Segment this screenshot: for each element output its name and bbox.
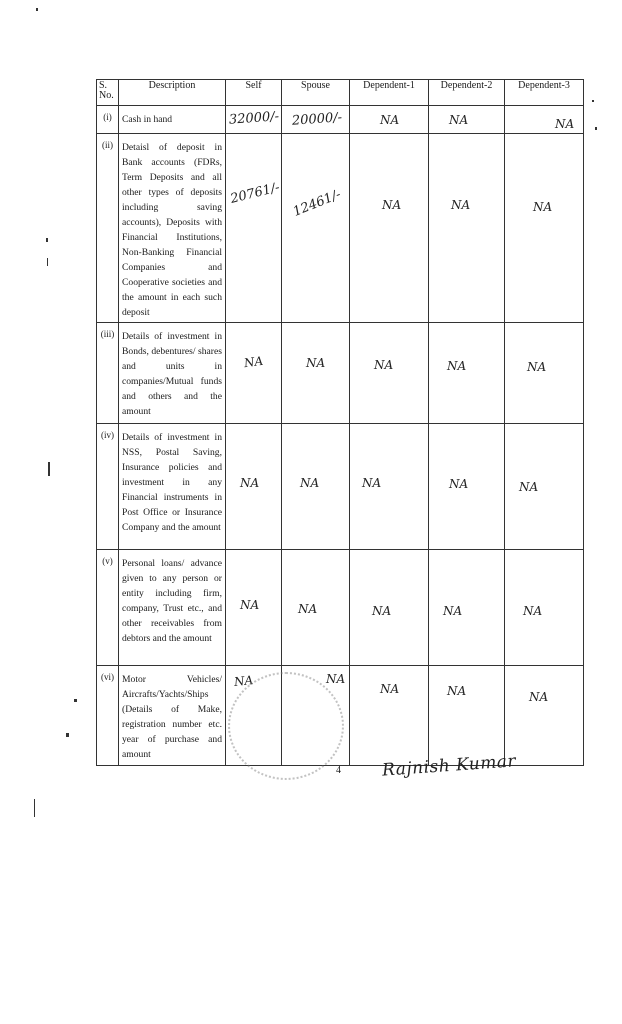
table-row bbox=[97, 550, 584, 666]
scan-speck bbox=[66, 733, 69, 737]
cell-dependent-1 bbox=[350, 134, 429, 323]
row-sno: (ii) bbox=[97, 134, 119, 323]
handwritten-value: NA bbox=[362, 476, 382, 490]
row-description: Motor Vehicles/ Aircrafts/Yachts/Ships (Details of Make, registration number etc. year of purchase and amount bbox=[119, 666, 226, 766]
cell-dependent-2 bbox=[429, 550, 505, 666]
scan-speck bbox=[34, 799, 35, 817]
handwritten-value: NA bbox=[300, 476, 320, 490]
cell-dependent-3 bbox=[505, 550, 584, 666]
cell-self bbox=[226, 424, 282, 550]
row-description: Details of investment in NSS, Postal Saving, Insurance policies and investment in any Financial instruments in Post Office or Insurance Company and the amount bbox=[119, 424, 226, 550]
handwritten-value: NA bbox=[519, 480, 539, 494]
cell-spouse bbox=[282, 323, 350, 424]
handwritten-value: NA bbox=[240, 598, 260, 612]
header-sno: S. No. bbox=[97, 80, 119, 106]
row-description: Details of investment in Bonds, debentures/ shares and units in companies/Mutual funds and others and the amount bbox=[119, 323, 226, 424]
handwritten-value: 20000/- bbox=[291, 110, 343, 129]
handwritten-value: NA bbox=[523, 604, 543, 618]
handwritten-value: NA bbox=[449, 477, 469, 491]
row-sno: (vi) bbox=[97, 666, 119, 766]
cell-self bbox=[226, 106, 282, 134]
handwritten-value: 32000/- bbox=[228, 109, 280, 128]
row-sno: (iv) bbox=[97, 424, 119, 550]
row-description: Cash in hand bbox=[119, 106, 226, 134]
cell-dependent-3 bbox=[505, 134, 584, 323]
cell-spouse bbox=[282, 424, 350, 550]
handwritten-value: NA bbox=[382, 198, 402, 212]
faded-stamp bbox=[228, 672, 344, 780]
scan-speck bbox=[595, 127, 597, 130]
handwritten-value: NA bbox=[447, 684, 467, 698]
cell-self bbox=[226, 323, 282, 424]
scan-speck bbox=[48, 462, 50, 476]
scan-speck bbox=[74, 699, 77, 702]
handwritten-value: NA bbox=[240, 476, 260, 490]
row-sno: (v) bbox=[97, 550, 119, 666]
handwritten-value: 20761/- bbox=[228, 180, 282, 207]
scan-speck bbox=[47, 258, 48, 266]
handwritten-value: NA bbox=[447, 359, 467, 373]
scan-speck bbox=[36, 8, 38, 11]
cell-dependent-3 bbox=[505, 666, 584, 766]
row-description: Detaisl of deposit in Bank accounts (FDRs, Term Deposits and all other types of deposits including saving accounts), Deposits with Financial Institutions, Non-Banking Financial Companies and Cooperative societies and the amount in each such deposit bbox=[119, 134, 226, 323]
scan-speck bbox=[592, 100, 594, 102]
cell-dependent-2 bbox=[429, 666, 505, 766]
cell-self bbox=[226, 550, 282, 666]
row-description: Personal loans/ advance given to any person or entity including firm, company, Trust etc., and other receivables from debtors and the amount bbox=[119, 550, 226, 666]
scan-speck bbox=[46, 238, 48, 242]
handwritten-value: NA bbox=[298, 602, 318, 616]
cell-dependent-2 bbox=[429, 323, 505, 424]
handwritten-value: NA bbox=[443, 604, 463, 618]
handwritten-value: NA bbox=[306, 356, 326, 370]
page-number: 4 bbox=[336, 765, 341, 776]
cell-dependent-1 bbox=[350, 550, 429, 666]
table-row bbox=[97, 106, 584, 134]
handwritten-value: NA bbox=[243, 353, 265, 371]
cell-dependent-2 bbox=[429, 424, 505, 550]
assets-table bbox=[96, 79, 584, 766]
table-row bbox=[97, 134, 584, 323]
cell-spouse bbox=[282, 106, 350, 134]
handwritten-value: NA bbox=[380, 682, 400, 696]
handwritten-value: NA bbox=[529, 690, 549, 704]
handwritten-value: NA bbox=[380, 113, 400, 127]
handwritten-value: NA bbox=[233, 673, 254, 689]
header-row bbox=[97, 80, 584, 106]
cell-dependent-2 bbox=[429, 106, 505, 134]
handwritten-value: NA bbox=[533, 200, 553, 214]
header-description: Description bbox=[119, 80, 226, 106]
table-row bbox=[97, 323, 584, 424]
header-self: Self bbox=[226, 80, 282, 106]
handwritten-value: NA bbox=[451, 198, 471, 212]
header-dependent-2: Dependent-2 bbox=[429, 80, 505, 106]
handwritten-value: NA bbox=[372, 604, 392, 618]
row-sno: (i) bbox=[97, 106, 119, 134]
cell-dependent-3 bbox=[505, 106, 584, 134]
cell-self bbox=[226, 134, 282, 323]
cell-spouse bbox=[282, 550, 350, 666]
cell-dependent-2 bbox=[429, 134, 505, 323]
cell-dependent-3 bbox=[505, 424, 584, 550]
cell-dependent-1 bbox=[350, 323, 429, 424]
handwritten-value: 12461/- bbox=[291, 187, 344, 220]
row-sno: (iii) bbox=[97, 323, 119, 424]
cell-spouse bbox=[282, 134, 350, 323]
header-spouse: Spouse bbox=[282, 80, 350, 106]
cell-dependent-1 bbox=[350, 666, 429, 766]
cell-dependent-1 bbox=[350, 106, 429, 134]
handwritten-value: NA bbox=[326, 672, 346, 686]
cell-dependent-1 bbox=[350, 424, 429, 550]
handwritten-value: NA bbox=[527, 360, 547, 374]
header-dependent-3: Dependent-3 bbox=[505, 80, 584, 106]
handwritten-value: NA bbox=[555, 117, 575, 131]
handwritten-value: NA bbox=[449, 113, 469, 127]
signature: Rajnish Kumar bbox=[381, 751, 517, 781]
handwritten-value: NA bbox=[374, 358, 394, 372]
table-row bbox=[97, 424, 584, 550]
header-dependent-1: Dependent-1 bbox=[350, 80, 429, 106]
cell-dependent-3 bbox=[505, 323, 584, 424]
